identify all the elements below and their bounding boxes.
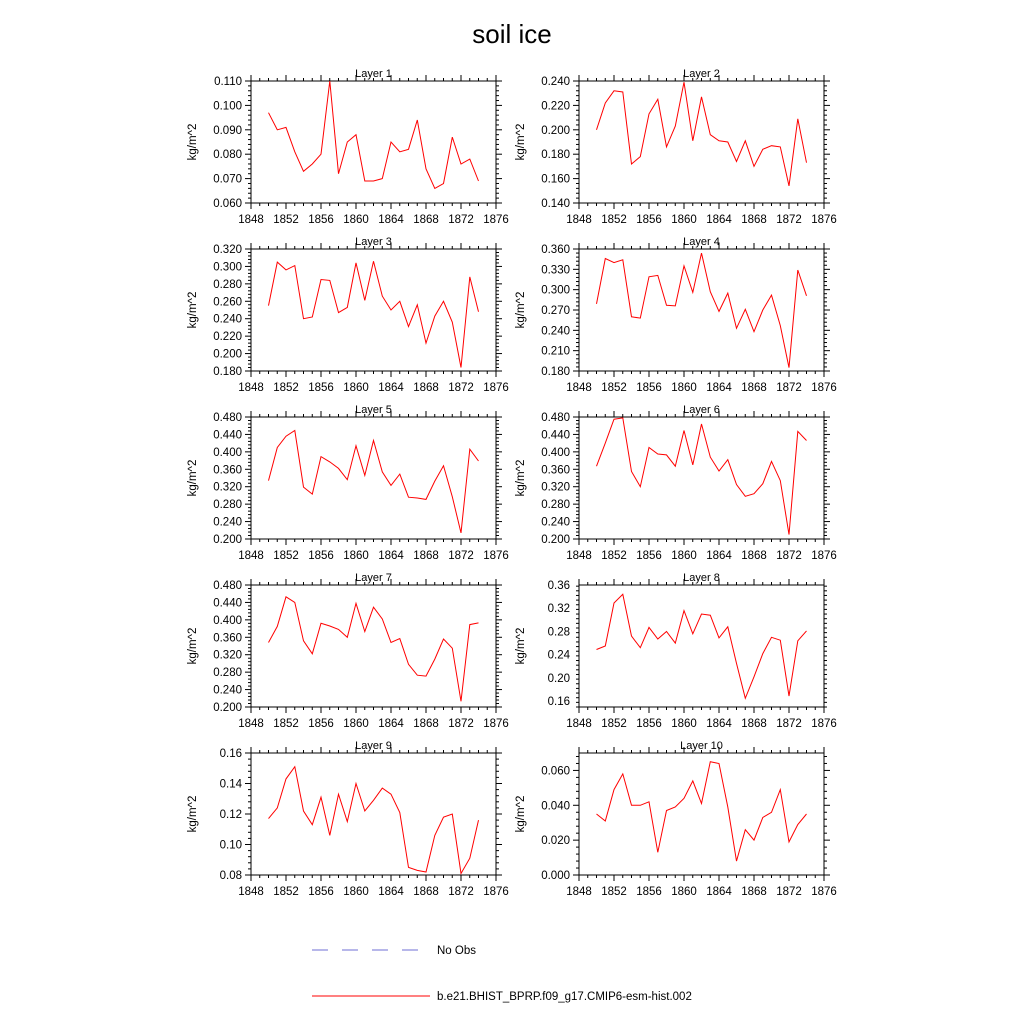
x-tick-label: 1864 (706, 550, 732, 562)
y-tick-label: 0.100 (213, 100, 242, 113)
x-tick-label: 1860 (671, 382, 697, 394)
x-tick-label: 1848 (566, 718, 592, 730)
chart-panel (187, 404, 509, 562)
x-tick-label: 1852 (601, 550, 627, 562)
y-tick-label: 0.020 (541, 835, 570, 848)
chart-panel (515, 236, 837, 394)
y-tick-label: 0.300 (213, 261, 242, 274)
chart-panel (187, 236, 509, 394)
x-tick-label: 1876 (811, 382, 837, 394)
y-tick-label: 0.16 (547, 696, 570, 709)
y-axis-label: kg/m^2 (187, 291, 199, 329)
y-axis-label: kg/m^2 (515, 627, 527, 665)
x-tick-label: 1852 (601, 718, 627, 730)
y-tick-label: 0.320 (213, 649, 242, 662)
panel-title: Layer 4 (683, 236, 720, 248)
x-tick-label: 1860 (343, 550, 369, 562)
y-tick-label: 0.320 (213, 481, 242, 494)
y-tick-label: 0.480 (213, 412, 242, 424)
chart-panel (187, 68, 509, 226)
x-tick-label: 1872 (776, 886, 802, 898)
x-tick-label: 1876 (811, 886, 837, 898)
series-line (269, 431, 479, 533)
x-tick-label: 1856 (308, 382, 334, 394)
y-tick-label: 0.200 (213, 348, 242, 361)
x-tick-label: 1852 (601, 886, 627, 898)
x-tick-label: 1852 (273, 550, 299, 562)
chart-panel (515, 572, 837, 730)
x-tick-label: 1860 (343, 214, 369, 226)
panel-title: Layer 5 (355, 404, 392, 416)
x-tick-label: 1876 (483, 886, 509, 898)
y-tick-label: 0.280 (213, 667, 242, 680)
y-tick-label: 0.210 (541, 345, 570, 358)
x-tick-label: 1868 (741, 214, 767, 226)
x-tick-label: 1876 (811, 718, 837, 730)
x-tick-label: 1868 (741, 886, 767, 898)
x-tick-label: 1864 (378, 382, 404, 394)
y-tick-label: 0.000 (541, 870, 570, 882)
y-tick-label: 0.10 (219, 839, 242, 852)
x-tick-label: 1868 (741, 382, 767, 394)
plot-frame (251, 81, 496, 203)
y-tick-label: 0.260 (213, 296, 242, 309)
x-tick-label: 1856 (636, 382, 662, 394)
x-tick-label: 1856 (308, 550, 334, 562)
x-tick-label: 1852 (273, 214, 299, 226)
chart-panel (515, 404, 837, 562)
x-tick-label: 1876 (483, 382, 509, 394)
y-tick-label: 0.400 (213, 446, 242, 459)
x-tick-label: 1868 (413, 214, 439, 226)
x-tick-label: 1856 (636, 214, 662, 226)
x-tick-label: 1868 (413, 718, 439, 730)
plot-frame (579, 753, 824, 875)
x-tick-label: 1856 (308, 214, 334, 226)
x-tick-label: 1864 (706, 214, 732, 226)
y-tick-label: 0.12 (219, 809, 242, 821)
y-tick-label: 0.330 (541, 264, 570, 277)
series-line (269, 597, 479, 702)
x-tick-label: 1864 (706, 886, 732, 898)
y-tick-label: 0.24 (547, 649, 570, 662)
x-tick-label: 1872 (448, 550, 474, 562)
x-tick-label: 1872 (448, 718, 474, 730)
x-tick-label: 1864 (706, 382, 732, 394)
y-tick-label: 0.080 (213, 149, 242, 162)
y-tick-label: 0.200 (541, 534, 570, 546)
y-tick-label: 0.400 (541, 446, 570, 459)
x-tick-label: 1860 (343, 382, 369, 394)
y-tick-label: 0.16 (219, 748, 242, 760)
x-tick-label: 1856 (308, 886, 334, 898)
x-tick-label: 1848 (566, 382, 592, 394)
y-tick-label: 0.240 (541, 325, 570, 338)
y-tick-label: 0.240 (541, 76, 570, 88)
y-tick-label: 0.440 (213, 597, 242, 610)
x-tick-label: 1856 (636, 718, 662, 730)
y-tick-label: 0.060 (213, 198, 242, 210)
y-tick-label: 0.090 (213, 124, 242, 137)
y-tick-label: 0.300 (541, 284, 570, 297)
plot-frame (251, 249, 496, 371)
panel-title: Layer 3 (355, 236, 392, 248)
x-tick-label: 1856 (308, 718, 334, 730)
panel-title: Layer 9 (355, 740, 392, 752)
y-tick-label: 0.070 (213, 173, 242, 186)
x-tick-label: 1868 (413, 550, 439, 562)
series-line (597, 594, 807, 698)
x-tick-label: 1852 (273, 886, 299, 898)
y-tick-label: 0.200 (541, 124, 570, 137)
main-title: soil ice (472, 19, 552, 49)
y-tick-label: 0.110 (214, 76, 242, 88)
y-tick-label: 0.360 (213, 632, 242, 645)
series-line (269, 767, 479, 874)
x-tick-label: 1864 (378, 718, 404, 730)
y-tick-label: 0.280 (213, 499, 242, 512)
x-tick-label: 1848 (238, 382, 264, 394)
series-line (269, 261, 479, 367)
y-tick-label: 0.440 (213, 429, 242, 442)
x-tick-label: 1852 (273, 382, 299, 394)
series-line (597, 418, 807, 535)
y-tick-label: 0.240 (213, 684, 242, 697)
y-tick-label: 0.360 (213, 464, 242, 477)
x-tick-label: 1848 (566, 214, 592, 226)
y-axis-label: kg/m^2 (187, 627, 199, 665)
y-axis-label: kg/m^2 (515, 291, 527, 329)
y-tick-label: 0.480 (213, 580, 242, 592)
x-tick-label: 1868 (413, 886, 439, 898)
x-tick-label: 1876 (811, 550, 837, 562)
y-tick-label: 0.180 (213, 366, 242, 378)
y-tick-label: 0.360 (541, 464, 570, 477)
y-tick-label: 0.240 (213, 516, 242, 529)
y-axis-label: kg/m^2 (515, 795, 527, 833)
panel-title: Layer 2 (683, 68, 720, 80)
x-tick-label: 1848 (238, 886, 264, 898)
y-tick-label: 0.320 (541, 481, 570, 494)
x-tick-label: 1860 (671, 214, 697, 226)
x-tick-label: 1852 (601, 382, 627, 394)
y-tick-label: 0.36 (547, 580, 570, 592)
legend-obs-label: No Obs (437, 945, 476, 957)
y-tick-label: 0.280 (541, 499, 570, 512)
y-tick-label: 0.32 (547, 603, 570, 616)
x-tick-label: 1876 (483, 550, 509, 562)
x-tick-label: 1872 (448, 214, 474, 226)
y-axis-label: kg/m^2 (515, 123, 527, 161)
x-tick-label: 1856 (636, 886, 662, 898)
x-tick-label: 1852 (273, 718, 299, 730)
x-tick-label: 1872 (448, 886, 474, 898)
y-tick-label: 0.240 (541, 516, 570, 529)
x-tick-label: 1860 (343, 718, 369, 730)
x-tick-label: 1876 (483, 214, 509, 226)
x-tick-label: 1848 (566, 886, 592, 898)
y-tick-label: 0.08 (219, 870, 242, 882)
y-tick-label: 0.400 (213, 614, 242, 627)
y-tick-label: 0.280 (213, 278, 242, 291)
y-tick-label: 0.200 (213, 534, 242, 546)
y-tick-label: 0.440 (541, 429, 570, 442)
x-tick-label: 1848 (238, 214, 264, 226)
x-tick-label: 1848 (238, 718, 264, 730)
y-tick-label: 0.180 (541, 149, 570, 162)
y-axis-label: kg/m^2 (187, 123, 199, 161)
y-tick-label: 0.140 (541, 198, 570, 210)
x-tick-label: 1864 (378, 886, 404, 898)
x-tick-label: 1860 (671, 718, 697, 730)
x-tick-label: 1864 (378, 550, 404, 562)
legend-model-label: b.e21.BHIST_BPRP.f09_g17.CMIP6-esm-hist.002 (437, 991, 692, 1003)
legend (312, 945, 692, 1003)
y-tick-label: 0.480 (541, 412, 570, 424)
series-line (597, 253, 807, 368)
y-tick-label: 0.040 (541, 800, 570, 813)
y-tick-label: 0.20 (547, 672, 570, 685)
x-tick-label: 1872 (448, 382, 474, 394)
chart-panel (187, 740, 509, 898)
plot-frame (251, 753, 496, 875)
x-tick-label: 1864 (706, 718, 732, 730)
y-tick-label: 0.180 (541, 366, 570, 378)
y-tick-label: 0.220 (541, 100, 570, 113)
panel-title: Layer 10 (680, 740, 723, 752)
y-axis-label: kg/m^2 (515, 459, 527, 497)
panel-title: Layer 7 (355, 572, 392, 584)
x-tick-label: 1876 (811, 214, 837, 226)
x-tick-label: 1852 (601, 214, 627, 226)
y-axis-label: kg/m^2 (187, 459, 199, 497)
chart-panel (187, 572, 509, 730)
y-tick-label: 0.240 (213, 313, 242, 326)
x-tick-label: 1848 (238, 550, 264, 562)
y-axis-label: kg/m^2 (187, 795, 199, 833)
x-tick-label: 1848 (566, 550, 592, 562)
y-tick-label: 0.160 (541, 173, 570, 186)
x-tick-label: 1860 (671, 550, 697, 562)
chart-panel (515, 68, 837, 226)
x-tick-label: 1872 (776, 550, 802, 562)
panel-title: Layer 1 (355, 68, 392, 80)
y-tick-label: 0.060 (541, 765, 570, 778)
x-tick-label: 1868 (741, 718, 767, 730)
plot-frame (579, 249, 824, 371)
panel-title: Layer 6 (683, 404, 720, 416)
panel-title: Layer 8 (683, 572, 720, 584)
y-tick-label: 0.200 (213, 702, 242, 714)
x-tick-label: 1860 (343, 886, 369, 898)
series-line (597, 762, 807, 861)
x-tick-label: 1872 (776, 382, 802, 394)
y-tick-label: 0.320 (213, 244, 242, 256)
x-tick-label: 1872 (776, 718, 802, 730)
series-line (597, 82, 807, 186)
y-tick-label: 0.14 (219, 778, 242, 791)
y-tick-label: 0.360 (541, 244, 570, 256)
y-tick-label: 0.220 (213, 331, 242, 344)
x-tick-label: 1876 (483, 718, 509, 730)
x-tick-label: 1872 (776, 214, 802, 226)
x-tick-label: 1868 (413, 382, 439, 394)
series-line (269, 81, 479, 188)
y-tick-label: 0.270 (541, 305, 570, 317)
x-tick-label: 1856 (636, 550, 662, 562)
chart-panel (515, 740, 837, 898)
x-tick-label: 1864 (378, 214, 404, 226)
y-tick-label: 0.28 (547, 626, 570, 639)
plot-frame (579, 585, 824, 707)
x-tick-label: 1868 (741, 550, 767, 562)
panels-grid (187, 68, 837, 898)
x-tick-label: 1860 (671, 886, 697, 898)
